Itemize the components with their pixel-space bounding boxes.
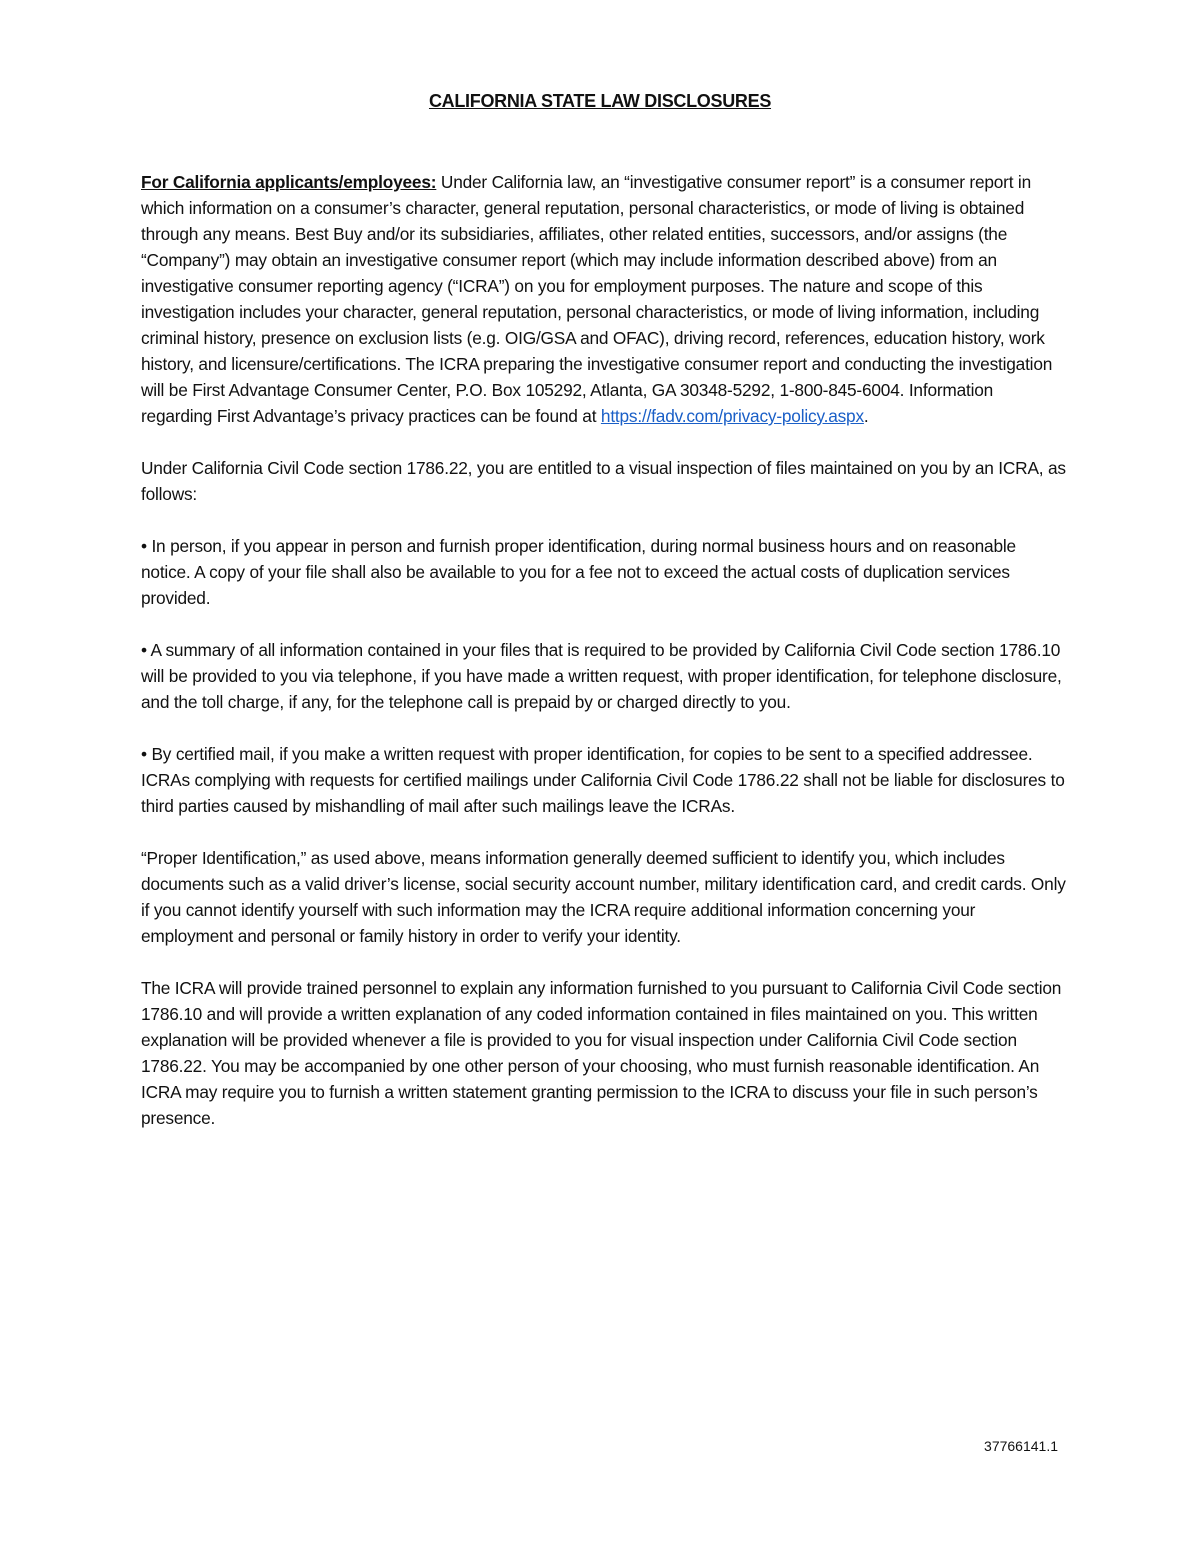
document-id: 37766141.1 <box>984 1438 1058 1454</box>
intro-text: Under California law, an “investigative consumer report” is a consumer report in which information on a consumer’s character, general reputation, personal characteristics, or mode of living is obtained through any means. Best Buy and/or its subsidiaries, affiliates, other related entities, successors, and/or assigns (the “Company”) may obtain an investigative consumer report (which may include information described above) from an investigative consumer reporting agency (“ICRA”) on you for employment purposes. The nature and scope of this investigation includes your character, general reputation, personal characteristics, or mode of living information, including criminal history, presence on exclusion lists (e.g. OIG/GSA and OFAC), driving record, references, education history, work history, and licensure/certifications. The ICRA preparing the investigative consumer report and conducting the investigation will be First Advantage Consumer Center, P.O. Box 105292, Atlanta, GA 30348-5292, 1-800-845-6004. Information regarding First Advantage’s privacy practices can be found at <box>141 172 1053 426</box>
inspection-intro-paragraph: Under California Civil Code section 1786.22, you are entitled to a visual inspection of files maintained on you by an ICRA, as follows: <box>141 458 1066 504</box>
in-person-bullet: • In person, if you appear in person and furnish proper identification, during normal business hours and on reasonable notice. A copy of your file shall also be available to you for a fee not to exceed the actual costs of duplication services provided. <box>141 536 1016 608</box>
document-title: CALIFORNIA STATE LAW DISCLOSURES <box>428 91 772 111</box>
privacy-policy-link[interactable]: https://fadv.com/privacy-policy.aspx <box>600 406 864 426</box>
intro-paragraph <box>141 169 1066 429</box>
certified-mail-bullet: • By certified mail, if you make a written request with proper identification, for copies to be sent to a specified addressee. ICRAs complying with requests for certified mailings under California Civil Code 1786.22 shall not be liable for disclosures to third parties caused by mishandling of mail after such mailings leave the ICRAs. <box>141 744 1065 816</box>
proper-identification-paragraph: “Proper Identification,” as used above, means information generally deemed sufficient to identify you, which includes documents such as a valid driver’s license, social security account number, military identification card, and credit cards. Only if you cannot identify yourself with such information may the ICRA require additional information concerning your employment and personal or family history in order to verify your identity. <box>141 848 1066 946</box>
document-body <box>141 169 1066 1157</box>
intro-text-end: . <box>863 406 869 426</box>
trained-personnel-paragraph: The ICRA will provide trained personnel to explain any information furnished to you pursuant to California Civil Code section 1786.10 and will provide a written explanation of any coded information contained in files maintained on you. This written explanation will be provided whenever a file is provided to you for visual inspection under California Civil Code section 1786.22. You may be accompanied by one other person of your choosing, who must furnish reasonable identification. An ICRA may require you to furnish a written statement granting permission to the ICRA to discuss your file in such person’s presence. <box>141 978 1062 1128</box>
telephone-bullet: • A summary of all information contained in your files that is required to be provided by California Civil Code section 1786.10 will be provided to you via telephone, if you have made a written request, with proper identification, for telephone disclosure, and the toll charge, if any, for the telephone call is prepaid by or charged directly to you. <box>141 640 1062 712</box>
intro-lead: For California applicants/employees: <box>141 172 437 192</box>
